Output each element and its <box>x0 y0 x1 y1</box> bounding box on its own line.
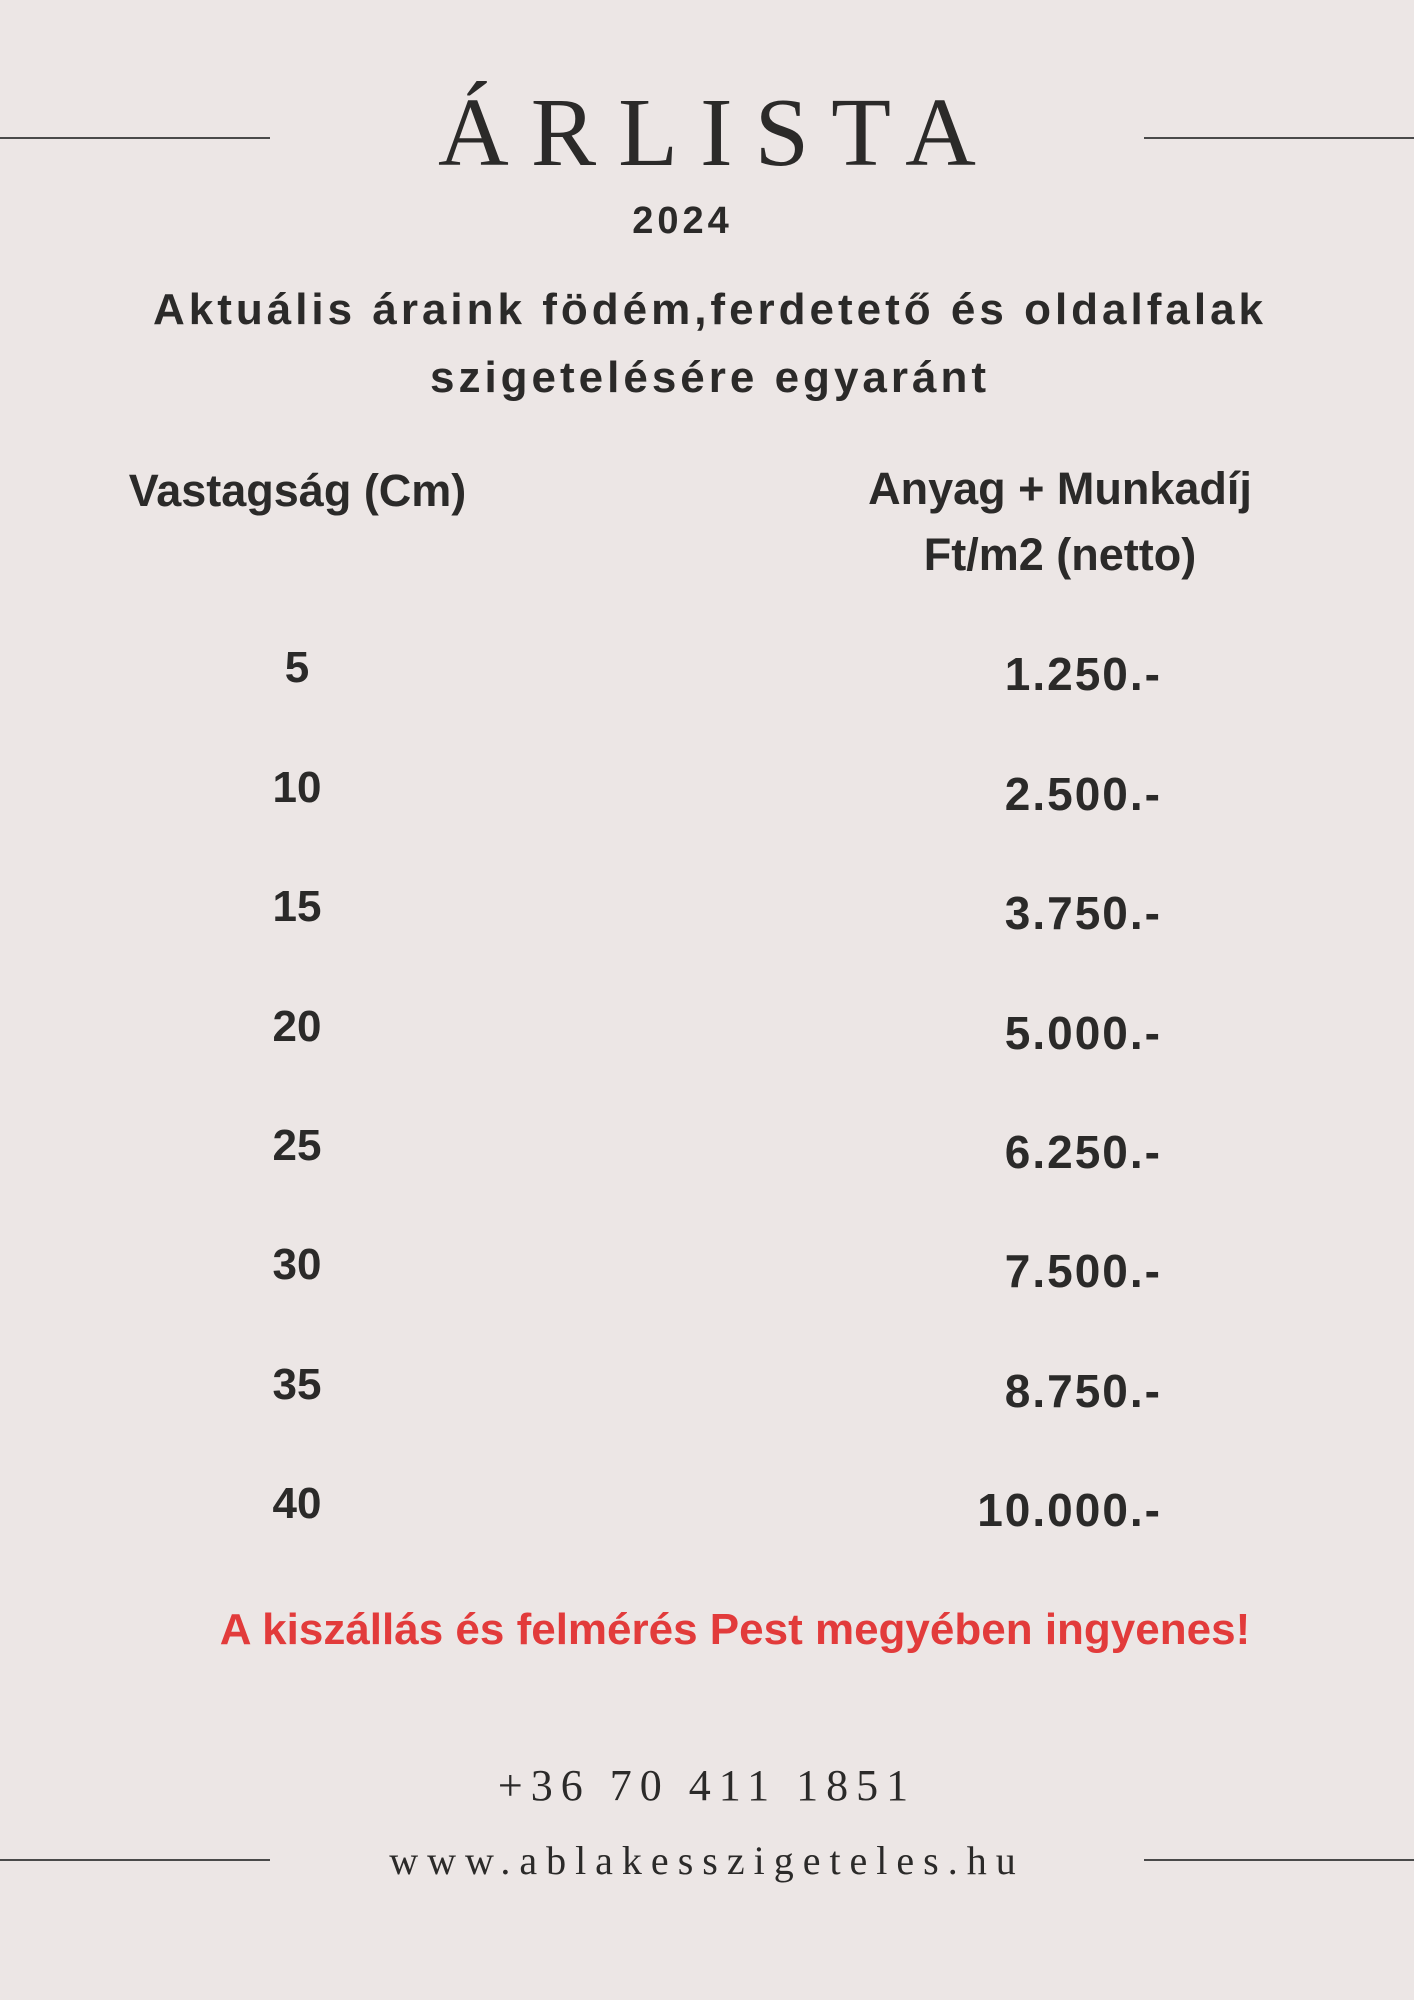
price-value: 10.000.- <box>977 1484 1162 1536</box>
price-value: 2.500.- <box>1004 768 1162 820</box>
subtitle <box>90 276 1330 412</box>
table-row <box>0 1235 1414 1295</box>
table-row <box>0 638 1414 698</box>
thickness-value: 5 <box>284 643 310 692</box>
thickness-value: 10 <box>272 763 322 812</box>
subtitle-line-2: szigetelésére egyaránt <box>429 353 991 402</box>
free-visit-notice: A kiszállás és felmérés Pest megyében ingyenes! <box>219 1605 1251 1654</box>
table-row <box>0 1116 1414 1176</box>
table-row <box>0 758 1414 818</box>
price-value: 6.250.- <box>1004 1126 1162 1178</box>
website-url: www.ablakesszigeteles.hu <box>389 1838 1025 1883</box>
thickness-value: 25 <box>272 1121 322 1170</box>
price-value: 5.000.- <box>1004 1007 1162 1059</box>
price-value: 3.750.- <box>1004 887 1162 939</box>
thickness-value: 40 <box>272 1479 322 1528</box>
thickness-value: 15 <box>272 882 322 931</box>
page-title: ÁRLISTA <box>438 79 998 187</box>
thickness-value: 20 <box>272 1002 322 1051</box>
price-value: 8.750.- <box>1004 1365 1162 1417</box>
price-value: 1.250.- <box>1004 648 1162 700</box>
table-row <box>0 877 1414 937</box>
price-value: 7.500.- <box>1004 1245 1162 1297</box>
thickness-column-header: Vastagság (Cm) <box>128 465 467 516</box>
price-column-header <box>820 456 1300 588</box>
price-header-line-1: Anyag + Munkadíj <box>868 463 1252 514</box>
thickness-value: 35 <box>272 1360 322 1409</box>
table-row <box>0 1474 1414 1534</box>
table-row <box>0 997 1414 1057</box>
subtitle-line-1: Aktuális áraink födém,ferdetető és oldalfalak <box>152 285 1268 334</box>
table-row <box>0 1355 1414 1415</box>
phone-number: +36 70 411 1851 <box>497 1761 917 1810</box>
year-label: 2024 <box>632 200 733 242</box>
thickness-value: 30 <box>272 1240 322 1289</box>
price-header-line-2: Ft/m2 (netto) <box>923 529 1197 580</box>
